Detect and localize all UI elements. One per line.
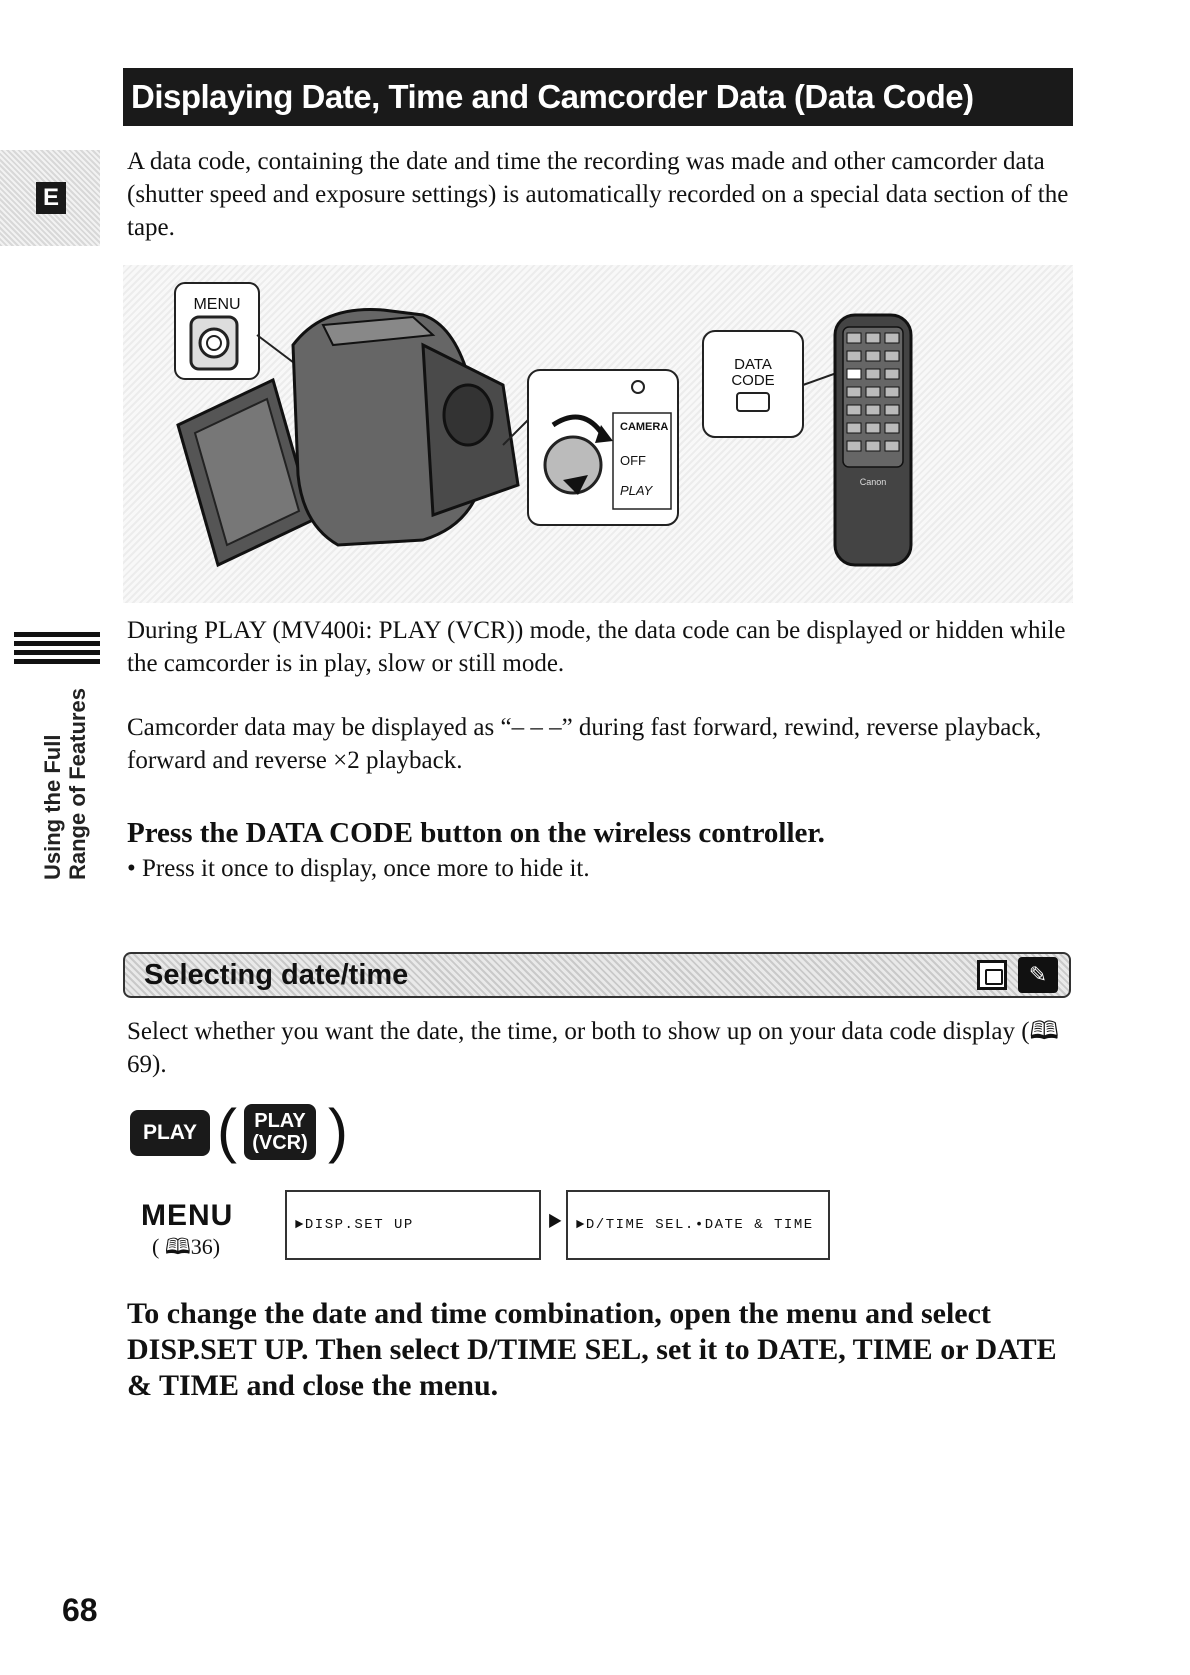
- side-label-line1: Using the Full: [40, 734, 65, 880]
- switch-label-off: OFF: [620, 453, 646, 468]
- mode-badge-play: PLAY: [130, 1110, 210, 1156]
- mode-vcr-line1: PLAY: [254, 1110, 306, 1132]
- language-badge: E: [36, 182, 66, 214]
- viewfinder-icon: [444, 385, 492, 445]
- data-code-button-icon: [737, 393, 769, 411]
- tape-icon: [977, 960, 1007, 990]
- section-title: Selecting date/time: [144, 959, 409, 991]
- mode-paren-open: (: [217, 1097, 237, 1164]
- menu-button-face: [200, 329, 228, 357]
- data-code-label-2: CODE: [731, 372, 775, 389]
- side-label-line2: Range of Features: [65, 688, 90, 880]
- change-combination-instruction: To change the date and time combination, open the menu and select DISP.SET UP. Then select D/TIME SEL, set it to DATE, TIME or DATE & TIME and close the menu.: [127, 1297, 1057, 1402]
- menu-next-arrow-icon: ⯈: [544, 1208, 565, 1237]
- mode-badge-play-vcr: [244, 1104, 316, 1160]
- menu-step-disp-set-up: ►DISP.SET UP: [285, 1190, 541, 1260]
- mode-paren-close: ): [328, 1097, 348, 1164]
- camcorder-illustration: [123, 265, 1073, 603]
- page-title: Displaying Date, Time and Camcorder Data (Data Code): [123, 68, 1073, 126]
- camcorder-data-paragraph: Camcorder data may be displayed as “– – –” during fast forward, rewind, reverse playback, forward and reverse ×2 playback.: [127, 714, 1042, 774]
- card-icon: ✎: [1018, 957, 1058, 993]
- intro-paragraph: A data code, containing the date and time the recording was made and other camcorder data (shutter speed and exposure settings) is automatically recorded on a special data section of the tape.: [127, 148, 1069, 241]
- mode-vcr-line2: (VCR): [252, 1132, 308, 1154]
- camcorder-drawing: [123, 265, 1073, 603]
- press-data-code-bullet: • Press it once to display, once more to hide it.: [127, 855, 590, 882]
- data-code-label-1: DATA: [734, 356, 772, 373]
- page-number: 68: [62, 1592, 98, 1628]
- during-play-paragraph: During PLAY (MV400i: PLAY (VCR)) mode, the data code can be displayed or hidden while the camcorder is in play, slow or still mode.: [127, 617, 1066, 677]
- controller-buttons: [847, 333, 899, 451]
- controller-brand: Canon: [859, 477, 887, 487]
- select-date-time-paragraph: Select whether you want the date, the time, or both to show up on your data code display (🕮69).: [127, 1018, 1060, 1078]
- menu-page-reference: ( 🕮36): [152, 1234, 221, 1259]
- menu-callout-label: MENU: [193, 296, 241, 313]
- menu-heading: MENU: [141, 1199, 234, 1232]
- side-section-label: [40, 640, 90, 880]
- menu-step-d-time-sel: ►D/TIME SEL.•DATE & TIME: [566, 1190, 830, 1260]
- switch-label-camera: CAMERA: [620, 421, 669, 433]
- press-data-code-heading: Press the DATA CODE button on the wireless controller.: [127, 817, 825, 849]
- switch-label-play: PLAY: [620, 483, 653, 498]
